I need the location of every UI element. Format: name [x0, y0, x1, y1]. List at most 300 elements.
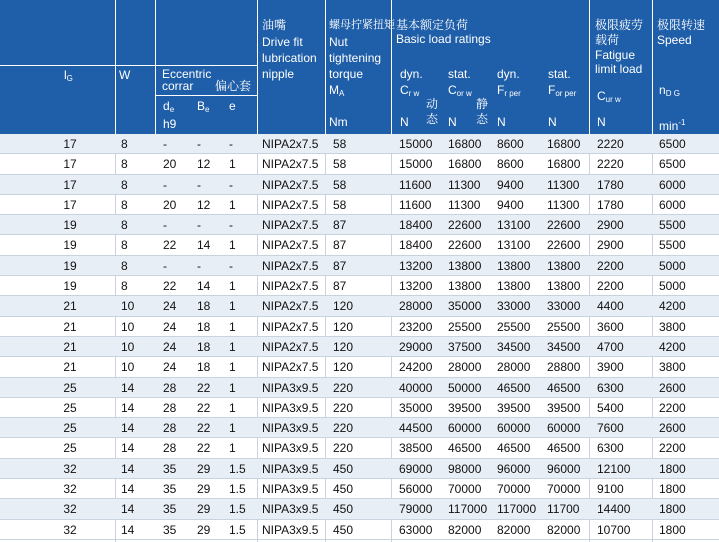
cell-w: 14 [121, 400, 135, 415]
cell-forper: 28800 [547, 360, 581, 375]
cell-lg: 32 [63, 461, 77, 476]
cell-nipple: NIPA3x9.5 [262, 400, 319, 415]
cell-de: 24 [163, 299, 177, 314]
cell-nipple: NIPA3x9.5 [262, 441, 319, 456]
cell-be: - [197, 177, 201, 192]
cell-frper: 13800 [497, 279, 531, 294]
load-en: Basic load ratings [396, 32, 491, 46]
cell-w: 14 [121, 441, 135, 456]
cell-nipple: NIPA3x9.5 [262, 522, 319, 537]
cell-lg: 21 [63, 319, 77, 334]
cell-torque: 87 [333, 258, 347, 273]
torque-ma: $M_A$ [329, 83, 345, 98]
cell-speed: 4200 [659, 299, 686, 314]
cell-de: 20 [163, 197, 177, 212]
cell-e: - [229, 218, 233, 233]
cell-de: 28 [163, 400, 177, 415]
dyn-cn2: 态 [426, 112, 439, 126]
unit-n-forper: N [548, 115, 557, 129]
cell-speed: 1800 [659, 502, 686, 517]
cell-torque: 58 [333, 137, 347, 151]
cell-cur: 14400 [597, 502, 631, 517]
cell-torque: 87 [333, 218, 347, 233]
forper-label: $F_{or per}$ [548, 83, 577, 98]
cell-lg: 19 [63, 218, 77, 233]
cell-frper: 8600 [497, 137, 524, 151]
cell-corw: 117000 [448, 502, 488, 517]
cell-speed: 5000 [659, 279, 686, 294]
cell-w: 14 [121, 421, 135, 436]
cell-lg: 25 [63, 421, 77, 436]
cell-w: 10 [121, 360, 135, 375]
cell-e: - [229, 177, 233, 192]
cell-forper: 82000 [547, 522, 581, 537]
table-row [0, 418, 719, 438]
cell-lg: 19 [63, 238, 77, 253]
cell-forper: 33000 [547, 299, 581, 314]
de-header: $d_e$ [163, 99, 175, 114]
speed-unit: $\min^{-1}$ [659, 118, 686, 133]
table-row [0, 154, 719, 174]
cell-be: 29 [197, 502, 211, 517]
cell-frper: 13100 [497, 218, 531, 233]
cell-e: 1.5 [229, 482, 246, 497]
cell-w: 8 [121, 197, 128, 212]
dyn-label: dyn. [400, 67, 423, 81]
cell-be: - [197, 137, 201, 151]
cell-crw: 18400 [399, 238, 433, 253]
cell-be: 18 [197, 339, 211, 354]
table-row [0, 215, 719, 235]
cell-be: 22 [197, 380, 211, 395]
corw-label: $C_{or w}$ [448, 83, 472, 98]
header-divider [0, 65, 257, 66]
cell-lg: 32 [63, 482, 77, 497]
cell-cur: 5400 [597, 400, 624, 415]
cell-be: 29 [197, 482, 211, 497]
cell-speed: 4200 [659, 339, 686, 354]
table-row [0, 357, 719, 377]
cell-de: 28 [163, 380, 177, 395]
eccentric-corrar: corrar [162, 79, 194, 93]
cell-speed: 2200 [659, 400, 686, 415]
cell-w: 14 [121, 482, 135, 497]
cell-e: 1.5 [229, 522, 246, 537]
cell-lg: 32 [63, 522, 77, 537]
cell-be: - [197, 258, 201, 273]
cell-corw: 60000 [448, 421, 482, 436]
cell-de: 35 [163, 482, 177, 497]
torque-unit: Nm [329, 115, 348, 129]
lg-header: $l_G$ [64, 68, 73, 83]
cell-forper: 34500 [547, 339, 581, 354]
cell-corw: 13800 [448, 279, 482, 294]
be-header: $B_e$ [197, 99, 210, 114]
cell-corw: 11300 [448, 197, 481, 212]
speed-en: Speed [657, 33, 692, 47]
cell-torque: 450 [333, 522, 354, 537]
cell-torque: 120 [333, 339, 354, 354]
cell-corw: 16800 [448, 157, 482, 172]
cell-be: 12 [197, 157, 211, 172]
cell-w: 10 [121, 339, 135, 354]
fatigue-sym: $C_{ur w}$ [597, 89, 621, 104]
cell-crw: 44500 [399, 421, 433, 436]
cell-cur: 6300 [597, 380, 624, 395]
cell-frper: 25500 [497, 319, 531, 334]
cell-be: 29 [197, 461, 211, 476]
cell-forper: 11300 [547, 177, 580, 192]
cell-nipple: NIPA2x7.5 [262, 238, 319, 253]
cell-crw: 56000 [399, 482, 433, 497]
stat-cn2: 态 [476, 112, 489, 126]
cell-cur: 12100 [597, 461, 631, 476]
cell-forper: 46500 [547, 441, 581, 456]
cell-de: 24 [163, 319, 177, 334]
cell-lg: 25 [63, 380, 77, 395]
cell-speed: 3800 [659, 360, 686, 375]
cell-torque: 450 [333, 502, 354, 517]
cell-cur: 9100 [597, 482, 624, 497]
table-row [0, 195, 719, 215]
cell-lg: 32 [63, 502, 77, 517]
cell-forper: 46500 [547, 380, 581, 395]
cell-w: 8 [121, 258, 128, 273]
cell-nipple: NIPA2x7.5 [262, 319, 319, 334]
e-header: e [229, 99, 236, 113]
cell-w: 10 [121, 299, 135, 314]
cell-de: - [163, 218, 167, 233]
cell-torque: 58 [333, 197, 347, 212]
cell-nipple: NIPA3x9.5 [262, 380, 319, 395]
header-divider [155, 95, 257, 96]
cell-e: 1.5 [229, 502, 246, 517]
cell-e: 1 [229, 238, 236, 253]
cell-speed: 6000 [659, 197, 686, 212]
table-row [0, 378, 719, 398]
cell-de: 35 [163, 502, 177, 517]
cell-e: 1 [229, 339, 236, 354]
header-divider [155, 0, 156, 134]
w-header: W [119, 68, 131, 82]
cell-de: 24 [163, 339, 177, 354]
table-row [0, 499, 719, 519]
speed-cn: 极限转速 [657, 18, 706, 32]
cell-crw: 18400 [399, 218, 433, 233]
table-row [0, 235, 719, 255]
cell-forper: 11300 [547, 197, 580, 212]
cell-speed: 2600 [659, 380, 686, 395]
cell-lg: 17 [63, 157, 77, 172]
cell-speed: 5500 [659, 218, 686, 233]
fatigue-en2: limit load [595, 62, 643, 76]
cell-crw: 28000 [399, 299, 433, 314]
cell-lg: 25 [63, 441, 77, 456]
cell-de: - [163, 137, 167, 151]
cell-e: 1 [229, 319, 236, 334]
cell-be: 22 [197, 441, 211, 456]
header-divider [115, 0, 116, 134]
cell-cur: 2220 [597, 157, 624, 172]
cell-de: 20 [163, 157, 177, 172]
stat2-label: stat. [548, 67, 571, 81]
cell-e: - [229, 258, 233, 273]
cell-forper: 16800 [547, 137, 581, 151]
cell-w: 14 [121, 380, 135, 395]
cell-frper: 46500 [497, 380, 531, 395]
cell-torque: 220 [333, 380, 354, 395]
cell-forper: 16800 [547, 157, 581, 172]
cell-de: 22 [163, 279, 177, 294]
torque-en1: Nut [329, 35, 348, 49]
cell-corw: 13800 [448, 258, 482, 273]
cell-cur: 2200 [597, 279, 624, 294]
cell-nipple: NIPA2x7.5 [262, 299, 319, 314]
cell-nipple: NIPA3x9.5 [262, 421, 319, 436]
cell-forper: 60000 [547, 421, 581, 436]
cell-corw: 98000 [448, 461, 482, 476]
cell-frper: 34500 [497, 339, 531, 354]
cell-corw: 37500 [448, 339, 482, 354]
cell-torque: 450 [333, 461, 354, 476]
cell-crw: 15000 [399, 157, 433, 172]
cell-torque: 450 [333, 482, 354, 497]
cell-forper: 70000 [547, 482, 581, 497]
cell-lg: 17 [63, 137, 77, 151]
nipple-cn: 油嘴 [262, 18, 287, 32]
cell-cur: 1780 [597, 197, 624, 212]
table-row [0, 479, 719, 499]
cell-nipple: NIPA2x7.5 [262, 177, 319, 192]
cell-speed: 6500 [659, 137, 686, 151]
table-row [0, 134, 719, 154]
cell-w: 8 [121, 177, 128, 192]
dyn-cn: 动 [426, 97, 439, 111]
nipple-en3: nipple [262, 67, 295, 81]
table-row [0, 296, 719, 316]
cell-crw: 29000 [399, 339, 433, 354]
cell-be: 18 [197, 319, 211, 334]
cell-be: 22 [197, 421, 211, 436]
cell-speed: 5500 [659, 238, 686, 253]
cell-be: 14 [197, 238, 211, 253]
cell-e: 1 [229, 400, 236, 415]
unit-n-frper: N [497, 115, 506, 129]
header-divider [589, 0, 590, 134]
cell-nipple: NIPA2x7.5 [262, 339, 319, 354]
cell-be: - [197, 218, 201, 233]
cell-speed: 2200 [659, 441, 686, 456]
cell-frper: 46500 [497, 441, 531, 456]
cell-de: - [163, 258, 167, 273]
table-row [0, 337, 719, 357]
cell-crw: 13200 [399, 279, 433, 294]
cell-lg: 25 [63, 400, 77, 415]
cell-corw: 39500 [448, 400, 482, 415]
cell-speed: 6000 [659, 177, 686, 192]
cell-nipple: NIPA2x7.5 [262, 258, 319, 273]
cell-frper: 9400 [497, 177, 524, 192]
cell-cur: 2900 [597, 238, 624, 253]
cell-de: 35 [163, 522, 177, 537]
cell-nipple: NIPA2x7.5 [262, 218, 319, 233]
header-divider [257, 0, 258, 134]
cell-nipple: NIPA2x7.5 [262, 197, 319, 212]
cell-nipple: NIPA3x9.5 [262, 461, 319, 476]
cell-be: 18 [197, 299, 211, 314]
frper-label: $F_{r per}$ [497, 83, 521, 98]
cell-forper: 13800 [547, 279, 581, 294]
cell-w: 14 [121, 522, 135, 537]
cell-lg: 21 [63, 339, 77, 354]
cell-crw: 79000 [399, 502, 433, 517]
cell-w: 8 [121, 137, 128, 151]
fatigue-en1: Fatigue [595, 48, 636, 62]
eccentric-cn: 偏心套 [215, 79, 252, 93]
cell-frper: 70000 [497, 482, 531, 497]
table-header [0, 0, 719, 134]
table-body [0, 134, 719, 540]
cell-speed: 5000 [659, 258, 686, 273]
fatigue-unit: N [597, 115, 606, 129]
cell-torque: 58 [333, 177, 347, 192]
cell-forper: 22600 [547, 218, 581, 233]
load-cn: 基本额定负荷 [396, 18, 469, 32]
cell-e: 1 [229, 299, 236, 314]
cell-frper: 39500 [497, 400, 531, 415]
cell-be: 29 [197, 522, 211, 537]
cell-crw: 23200 [399, 319, 433, 334]
table-row [0, 459, 719, 479]
cell-w: 8 [121, 218, 128, 233]
cell-frper: 13100 [497, 238, 531, 253]
cell-cur: 3600 [597, 319, 624, 334]
cell-torque: 120 [333, 360, 354, 375]
cell-w: 14 [121, 461, 135, 476]
cell-w: 8 [121, 279, 128, 294]
cell-torque: 120 [333, 319, 354, 334]
cell-e: 1.5 [229, 461, 246, 476]
cell-e: 1 [229, 380, 236, 395]
cell-be: 18 [197, 360, 211, 375]
cell-frper: 9400 [497, 197, 524, 212]
header-divider [652, 0, 653, 134]
cell-nipple: NIPA3x9.5 [262, 482, 319, 497]
cell-cur: 4700 [597, 339, 624, 354]
cell-forper: 39500 [547, 400, 581, 415]
cell-forper: 13800 [547, 258, 581, 273]
cell-nipple: NIPA2x7.5 [262, 157, 319, 172]
cell-de: 24 [163, 360, 177, 375]
cell-crw: 11600 [399, 197, 432, 212]
crw-label: $C_{r w}$ [400, 83, 420, 98]
cell-w: 14 [121, 502, 135, 517]
speed-sym: $n_{D G}$ [659, 83, 680, 98]
cell-de: 28 [163, 441, 177, 456]
cell-forper: 22600 [547, 238, 581, 253]
cell-corw: 25500 [448, 319, 482, 334]
cell-lg: 19 [63, 279, 77, 294]
cell-frper: 96000 [497, 461, 531, 476]
cell-frper: 8600 [497, 157, 524, 172]
cell-cur: 4400 [597, 299, 624, 314]
cell-w: 8 [121, 238, 128, 253]
h9-header: h9 [163, 117, 177, 131]
cell-be: 12 [197, 197, 211, 212]
cell-corw: 16800 [448, 137, 482, 151]
cell-e: 1 [229, 421, 236, 436]
fatigue-cn2: 载荷 [595, 33, 620, 47]
cell-torque: 220 [333, 441, 354, 456]
table-row [0, 256, 719, 276]
cell-nipple: NIPA2x7.5 [262, 279, 319, 294]
cell-frper: 60000 [497, 421, 531, 436]
header-divider [325, 0, 326, 134]
stat-cn: 静 [476, 97, 489, 111]
torque-en3: torque [329, 67, 364, 81]
table-row [0, 276, 719, 296]
cell-corw: 46500 [448, 441, 482, 456]
cell-frper: 13800 [497, 258, 531, 273]
cell-nipple: NIPA3x9.5 [262, 502, 319, 517]
eccentric-header: Eccentric [162, 67, 212, 81]
cell-nipple: NIPA2x7.5 [262, 137, 319, 151]
cell-w: 10 [121, 319, 135, 334]
cell-corw: 28000 [448, 360, 482, 375]
cell-corw: 11300 [448, 177, 481, 192]
cell-corw: 22600 [448, 218, 482, 233]
cell-cur: 2200 [597, 258, 624, 273]
cell-frper: 82000 [497, 522, 531, 537]
cell-frper: 117000 [497, 502, 537, 517]
table-row [0, 398, 719, 418]
cell-e: - [229, 137, 233, 151]
table-row [0, 438, 719, 458]
table-row [0, 175, 719, 195]
cell-be: 14 [197, 279, 211, 294]
cell-de: - [163, 177, 167, 192]
unit-n-crw: N [400, 115, 409, 129]
cell-torque: 87 [333, 279, 347, 294]
fatigue-cn1: 极限疲劳 [595, 18, 644, 32]
unit-n-corw: N [448, 115, 457, 129]
cell-lg: 21 [63, 299, 77, 314]
cell-crw: 13200 [399, 258, 433, 273]
cell-cur: 1780 [597, 177, 624, 192]
cell-lg: 17 [63, 197, 77, 212]
torque-cn: 螺母拧紧扭矩 [329, 19, 395, 31]
cell-nipple: NIPA2x7.5 [262, 360, 319, 375]
stat-label: stat. [448, 67, 471, 81]
cell-cur: 7600 [597, 421, 624, 436]
cell-crw: 15000 [399, 137, 433, 151]
cell-crw: 24200 [399, 360, 433, 375]
cell-corw: 82000 [448, 522, 482, 537]
cell-cur: 10700 [597, 522, 631, 537]
cell-lg: 17 [63, 177, 77, 192]
cell-e: 1 [229, 197, 236, 212]
cell-speed: 2600 [659, 421, 686, 436]
cell-speed: 6500 [659, 157, 686, 172]
cell-corw: 50000 [448, 380, 482, 395]
table-row [0, 520, 719, 540]
nipple-en2: lubrication [262, 51, 317, 65]
cell-e: 1 [229, 157, 236, 172]
cell-forper: 11700 [547, 502, 580, 517]
cell-frper: 33000 [497, 299, 531, 314]
table-row [0, 317, 719, 337]
cell-corw: 35000 [448, 299, 482, 314]
